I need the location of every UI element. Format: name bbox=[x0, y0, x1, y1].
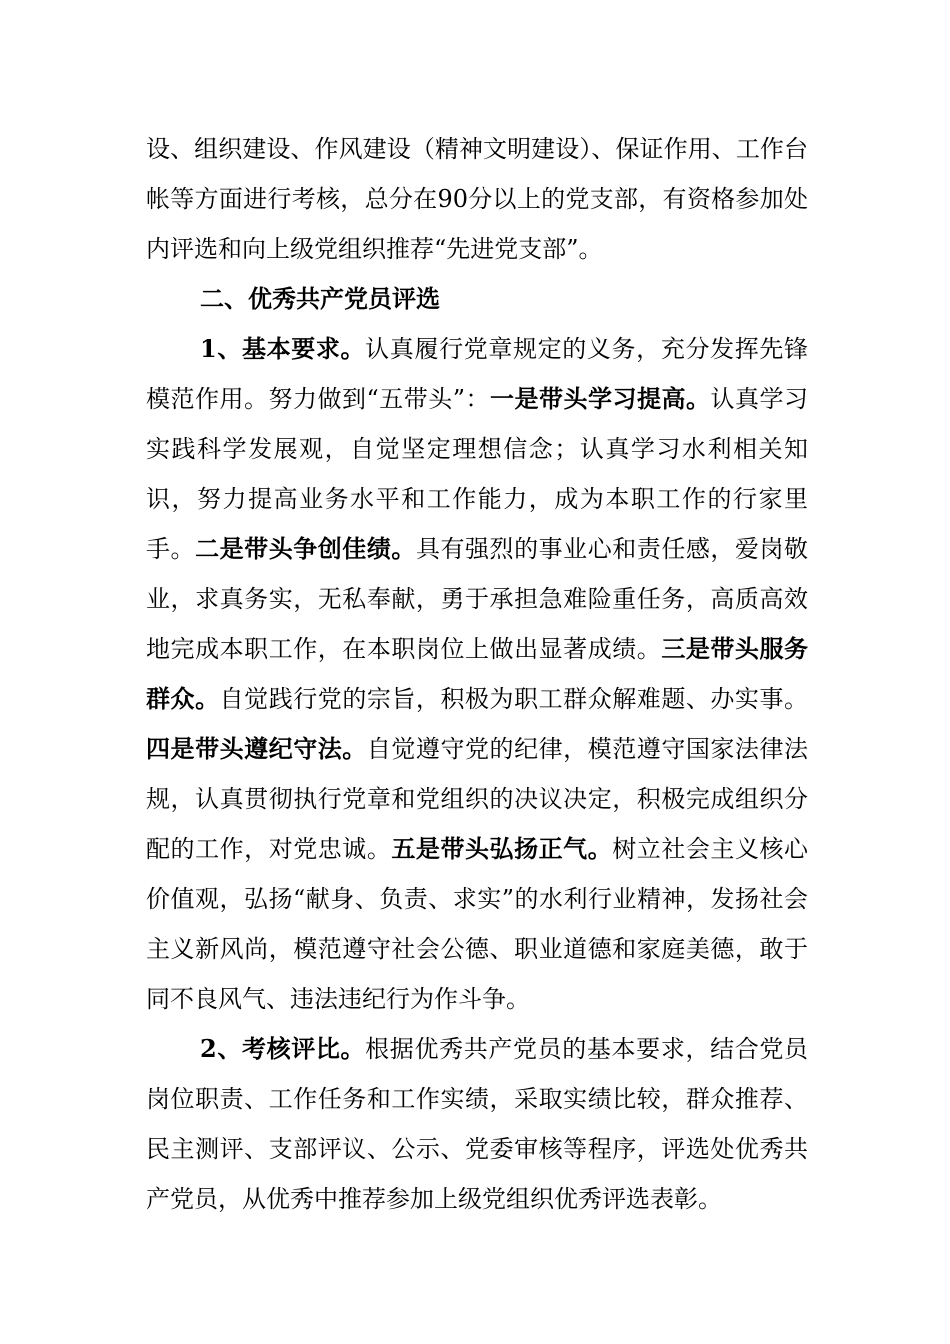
paragraph-text: 树立社会主义核心价值观，弘扬“献身、负责、求实”的水利行业精神，发扬社会主义新风尚，模范遵守社会公德、职业道德和家庭美德，敢于同不良风气、违法违纪行为作斗争。 bbox=[146, 835, 809, 1013]
document-body bbox=[146, 124, 808, 1224]
bold-point-1: 一是带头学习提高。 bbox=[490, 384, 711, 413]
paragraph-text: 自觉践行党的宗旨，积极为职工群众解难题、办实事。 bbox=[219, 685, 809, 713]
paragraph-assessment-selection bbox=[146, 1024, 808, 1224]
paragraph-text: 设、组织建设、作风建设（精神文明建设）、保证作用、工作台帐等方面进行考核，总分在90分以上的党支部，有资格参加处内评选和向上级党组织推荐“先进党支部”。 bbox=[146, 135, 808, 263]
paragraph-text: 根据优秀共产党员的基本要求，结合党员岗位职责、工作任务和工作实绩，采取实绩比较，群众推荐、民主测评、支部评议、公示、党委审核等程序，评选处优秀共产党员，从优秀中推荐参加上级党组织优秀评选表彰。 bbox=[146, 1035, 809, 1213]
bold-point-3: 三是带头服务群众。 bbox=[146, 634, 809, 713]
subsection-heading-assessment: 2、考核评比。 bbox=[200, 1034, 366, 1063]
bold-point-2: 二是带头争创佳绩。 bbox=[195, 534, 416, 563]
paragraph-text: 认真学习实践科学发展观，自觉坚定理想信念；认真学习水利相关知识，努力提高业务水平和工作能力，成为本职工作的行家里手。 bbox=[146, 385, 808, 563]
paragraph-text: 具有强烈的事业心和责任感，爱岗敬业，求真务实，无私奉献，勇于承担急难险重任务，高质高效地完成本职工作，在本职岗位上做出显著成绩。 bbox=[146, 535, 809, 663]
bold-point-4: 四是带头遵纪守法。 bbox=[146, 734, 367, 763]
section-heading-excellent-members: 二、优秀共产党员评选 bbox=[200, 284, 440, 313]
paragraph-text: 自觉遵守党的纪律，模范遵守国家法律法规，认真贯彻执行党章和党组织的决议决定，积极完成组织分配的工作，对党忠诚。 bbox=[146, 735, 809, 863]
subsection-heading-basic-requirements: 1、基本要求。 bbox=[200, 334, 366, 363]
paragraph-basic-requirements bbox=[146, 324, 808, 1024]
paragraph-text: 认真履行党章规定的义务，充分发挥先锋模范作用。努力做到“五带头”： bbox=[146, 335, 809, 413]
paragraph-assessment-continuation bbox=[146, 124, 808, 274]
bold-point-5: 五是带头弘扬正气。 bbox=[391, 834, 613, 863]
